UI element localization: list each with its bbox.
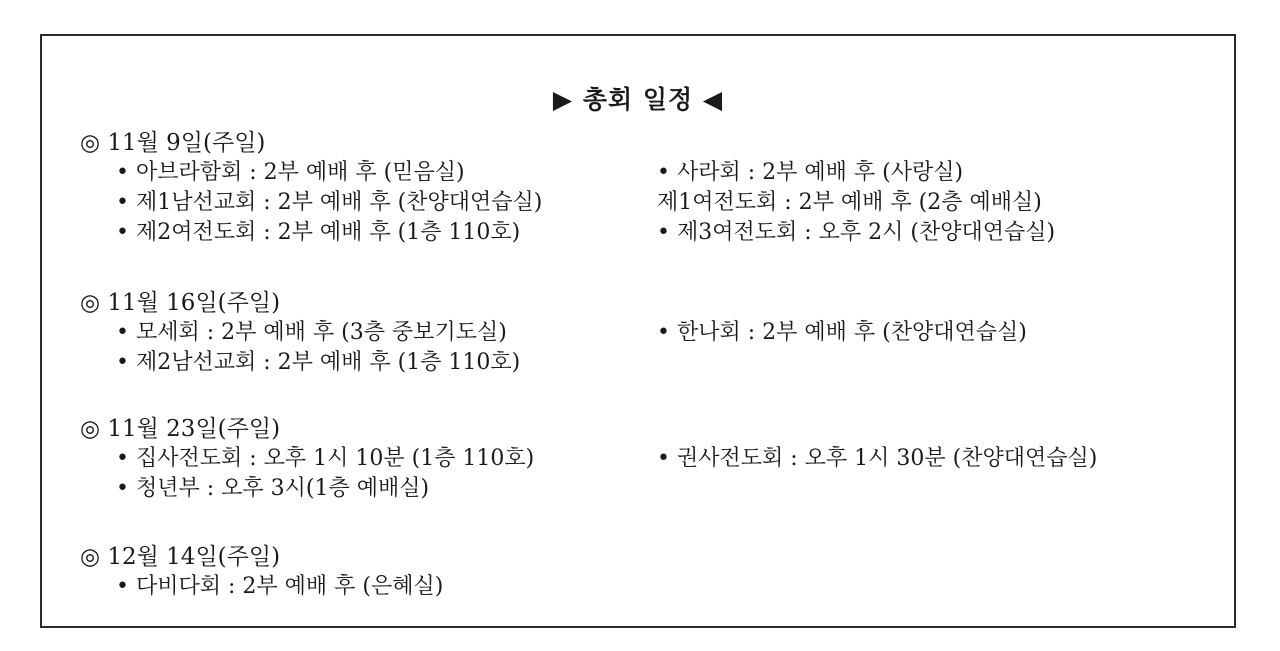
list-item: • 사라회 : 2부 예배 후 (사랑실) — [657, 160, 964, 185]
list-item: • 제3여전도회 : 오후 2시 (찬양대연습실) — [657, 220, 1056, 245]
section-date: ◎ 11월 9일(주일) — [80, 130, 266, 156]
date-section-nov-23 — [80, 414, 1220, 504]
section-date: ◎ 11월 16일(주일) — [80, 290, 281, 316]
list-item: • 제2여전도회 : 2부 예배 후 (1층 110호) — [116, 220, 521, 245]
page-title: ▶ 총회 일정 ◀ — [552, 85, 724, 114]
section-date: ◎ 11월 23일(주일) — [80, 416, 281, 442]
date-section-nov-16 — [80, 288, 1220, 378]
list-item: • 다비다회 : 2부 예배 후 (은혜실) — [116, 574, 444, 599]
schedule-box — [40, 34, 1236, 628]
date-section-nov-9 — [80, 128, 1220, 248]
list-item: • 제2남선교회 : 2부 예배 후 (1층 110호) — [116, 350, 521, 375]
list-item: • 청년부 : 오후 3시(1층 예배실) — [116, 476, 430, 501]
list-item: • 한나회 : 2부 예배 후 (찬양대연습실) — [657, 320, 1027, 345]
date-section-dec-14 — [80, 542, 1220, 602]
schedule-row — [80, 474, 1220, 504]
list-item: • 집사전도회 : 오후 1시 10분 (1층 110호) — [116, 446, 535, 471]
schedule-row — [80, 318, 1220, 348]
schedule-row — [80, 188, 1220, 218]
list-item: • 아브라함회 : 2부 예배 후 (믿음실) — [116, 160, 465, 185]
schedule-row — [80, 572, 1220, 602]
section-date: ◎ 12월 14일(주일) — [80, 544, 281, 570]
list-item: • 권사전도회 : 오후 1시 30분 (찬양대연습실) — [657, 446, 1098, 471]
schedule-row — [80, 218, 1220, 248]
schedule-row — [80, 348, 1220, 378]
list-item: • 제1남선교회 : 2부 예배 후 (찬양대연습실) — [116, 190, 543, 215]
schedule-row — [80, 444, 1220, 474]
list-item: 제1여전도회 : 2부 예배 후 (2층 예배실) — [657, 190, 1042, 215]
schedule-row — [80, 158, 1220, 188]
list-item: • 모세회 : 2부 예배 후 (3층 중보기도실) — [116, 320, 507, 345]
